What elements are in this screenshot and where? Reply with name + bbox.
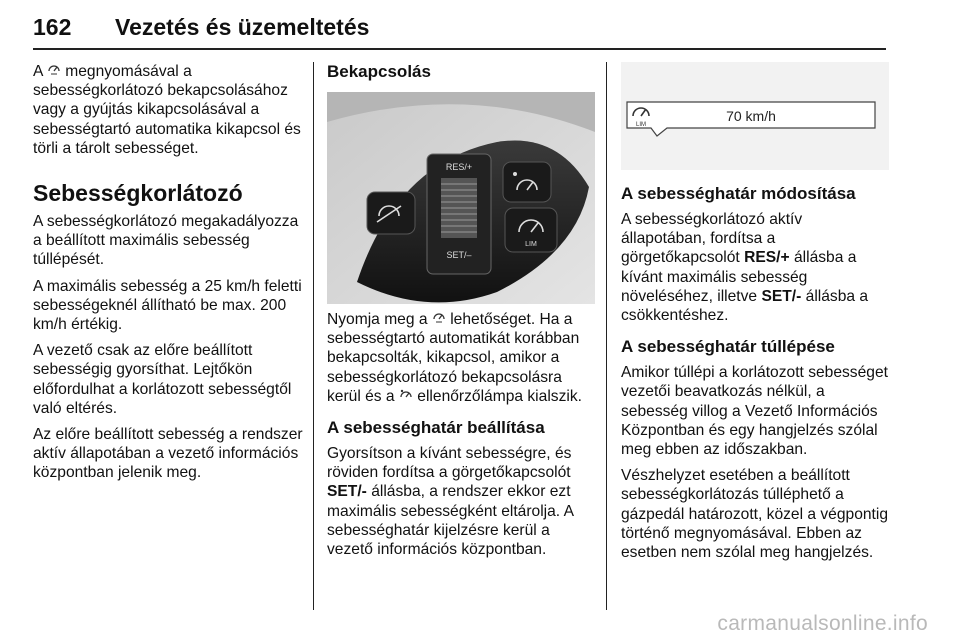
speed-limiter-icon — [47, 62, 61, 76]
chapter-title: Vezetés és üzemeltetés — [115, 14, 370, 40]
svg-text:RES/+: RES/+ — [445, 162, 473, 172]
cruise-control-icon — [399, 387, 413, 401]
intro-paragraph: A megnyomásával a sebességkorlátozó bekapcsolásához vagy a gyújtás kikapcsolásával a sebességtartó automatika kikapcsol és törli a tárolt sebességet. — [33, 63, 301, 157]
paragraph: Nyomja meg a lehetőséget. Ha a sebességtartó automatikát korábban bekapcsolták, kikapcsol, amikor a sebességkorlátozó bekapcsolásra kerül és a ellenőrzőlámpa kialszik. — [327, 311, 582, 405]
speed-limiter-icon — [432, 310, 446, 324]
speed-limiter-button-graphic — [505, 208, 557, 252]
steering-wheel-controls-image — [327, 92, 595, 304]
paragraph: A sebességkorlátozó megakadályozza a beállított maximális sebesség túllépését. — [33, 213, 299, 269]
paragraph: Az előre beállított sebesség a rendszer aktív állapotában a vezető információs központban jelenik meg. — [33, 426, 303, 482]
paragraph: Gyorsítson a kívánt sebességre, és röviden fordítsa a görgetőkapcsolót SET/- állásba, a rendszer ekkor ezt maximális sebességként eltárolja. A sebességhatár kijelzésre kerül a vezető információs központban. — [327, 445, 574, 559]
roller-switch-graphic — [427, 154, 491, 274]
column-divider — [606, 62, 607, 610]
column-divider — [313, 62, 314, 610]
header-rule — [33, 48, 886, 50]
heading-bekapcsolas: Bekapcsolás — [327, 62, 431, 81]
cruise-control-button-graphic — [503, 162, 551, 202]
heading-sebesseghatar-beallitasa: A sebességhatár beállítása — [327, 418, 545, 438]
paragraph: A sebességkorlátozó aktív állapotában, fordítsa a görgetőkapcsolót RES/+ állásba a kívánt maximális sebesség növeléséhez, illetve SET/- állásba a csökkentéshez. — [621, 211, 869, 325]
watermark: carmanualsonline.info — [717, 612, 928, 635]
paragraph: A vezető csak az előre beállított sebességig gyorsíthat. Lejtőkön előfordulhat a korlátozott sebességtől való eltérés. — [33, 342, 292, 417]
section-title: Sebességkorlátozó — [33, 180, 243, 207]
column-2 — [327, 62, 595, 566]
cancel-button-graphic — [367, 192, 415, 234]
paragraph: Vészhelyzet esetében a beállított sebességkorlátozás túlléphető a gázpedál határozott, közel a végpontig történő megnyomásával. Ebben az esetben nem szólal meg hangjelzés. — [621, 467, 889, 562]
paragraph: A maximális sebesség a 25 km/h feletti sebességeknél állítható be max. 200 km/h értékig. — [33, 277, 302, 334]
page-number: 162 — [33, 14, 72, 40]
driver-info-center-image — [621, 62, 889, 170]
svg-text:LIM: LIM — [525, 241, 537, 248]
page-header — [33, 8, 886, 44]
svg-text:SET/–: SET/– — [446, 250, 472, 260]
column-3 — [621, 62, 889, 569]
paragraph: Amikor túllépi a korlátozott sebességet vezetői beavatkozás nélkül, a sebesség villog a Vezető Információs Központban és egy hangjelzés szólal meg ebben az időszakban. — [621, 364, 888, 459]
heading-sebesseghatar-modositasa: A sebességhatár módosítása — [621, 184, 856, 203]
display-speed: 70 km/h — [726, 108, 776, 124]
column-1 — [33, 62, 303, 490]
heading-sebesseghatar-tullepese: A sebességhatár túllépése — [621, 337, 835, 357]
svg-text:LIM: LIM — [635, 122, 647, 128]
